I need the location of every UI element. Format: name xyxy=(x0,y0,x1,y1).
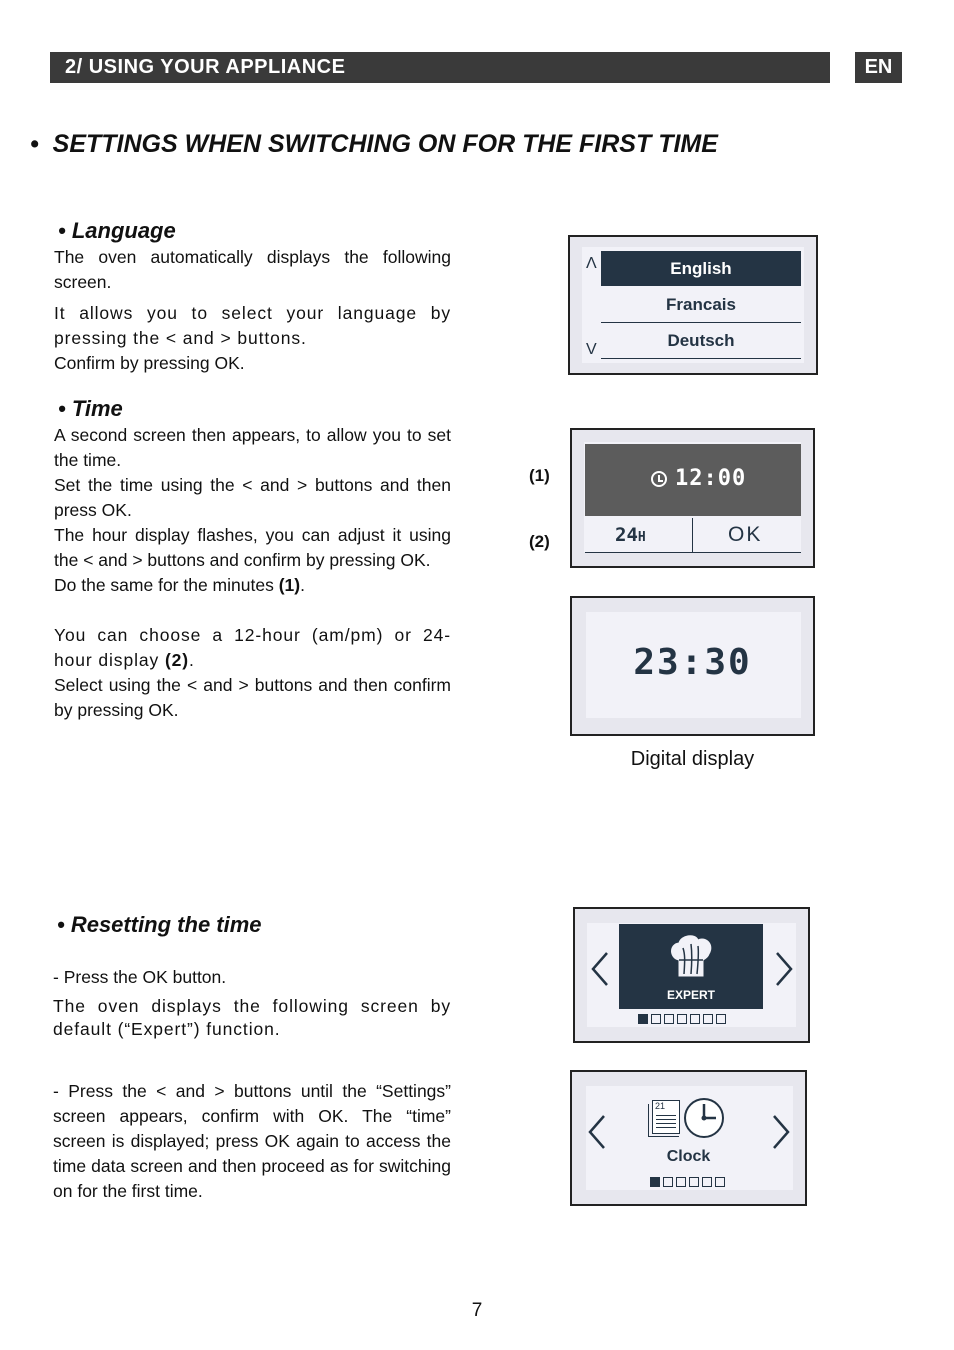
time-mode-row xyxy=(585,518,801,553)
page-dot xyxy=(677,1014,687,1024)
clock-label: Clock xyxy=(666,1148,711,1165)
main-title: • SETTINGS WHEN SWITCHING ON FOR THE FIRST TIME xyxy=(30,130,718,158)
language-badge: EN xyxy=(855,52,902,83)
page-dot xyxy=(716,1014,726,1024)
time-p4: Do the same for the minutes (1). xyxy=(54,575,305,595)
language-option-english[interactable]: English xyxy=(601,251,801,286)
callout-label-1: (1) xyxy=(529,466,550,485)
reset-p2: The oven displays the following screen by default (“Expert”) function. xyxy=(53,996,451,1039)
language-p2: It allows you to select your language by pressing the < and > buttons. xyxy=(54,303,451,348)
time-section-text xyxy=(54,423,451,723)
chevron-right-icon[interactable] xyxy=(770,1112,792,1152)
digital-time-value: 23:30 xyxy=(633,642,752,683)
page-dot xyxy=(703,1014,713,1024)
chevron-left-icon[interactable] xyxy=(589,949,611,989)
page-number: 7 xyxy=(471,1300,483,1321)
language-select-screen xyxy=(568,235,818,375)
time-set-screen xyxy=(570,428,815,568)
expert-screen xyxy=(573,907,810,1043)
up-arrow-icon: Λ xyxy=(586,255,597,272)
chevron-left-icon[interactable] xyxy=(586,1112,608,1152)
expert-page-dots xyxy=(638,1014,729,1024)
page-dot xyxy=(715,1177,725,1187)
clock-page-dots xyxy=(650,1177,728,1187)
reset-p3: - Press the < and > buttons until the “Settings” screen appears, confirm with OK. The “time” screen is displayed; press OK again to access the time data screen and then proceed as for switching on for the first time. xyxy=(53,1081,451,1201)
reset-section-text xyxy=(53,966,451,1204)
language-option-deutsch[interactable]: Deutsch xyxy=(601,323,801,359)
digital-display-caption: Digital display xyxy=(630,748,755,770)
expert-tile[interactable] xyxy=(619,924,763,1009)
digital-display-screen xyxy=(570,596,815,736)
calendar-day: 21 xyxy=(655,1101,666,1111)
reset-p1: - Press the OK button. xyxy=(53,967,227,987)
page-dot xyxy=(651,1014,661,1024)
page-dot-active xyxy=(638,1014,648,1024)
language-section-text xyxy=(54,245,451,376)
language-p3: Confirm by pressing OK. xyxy=(54,353,245,373)
language-p1: The oven automatically displays the following screen. xyxy=(54,247,451,292)
reset-title-text: Resetting the time xyxy=(70,912,262,937)
page-dot xyxy=(664,1014,674,1024)
time-p3: The hour display flashes, you can adjust it using the < and > buttons and confirm by pressing OK. xyxy=(54,525,451,570)
language-section-title: • Language xyxy=(58,218,176,243)
reset-section-title: • Resetting the time xyxy=(57,912,262,937)
ok-button[interactable]: OK xyxy=(728,523,763,546)
callout-label-2: (2) xyxy=(529,532,550,551)
page-dot xyxy=(702,1177,712,1187)
page-dot xyxy=(676,1177,686,1187)
hour-mode-toggle[interactable]: 24H xyxy=(615,524,646,546)
time-p6: Select using the < and > buttons and then confirm by pressing OK. xyxy=(54,675,451,720)
clock-face-icon xyxy=(682,1096,726,1140)
page-dot xyxy=(690,1014,700,1024)
chevron-right-icon[interactable] xyxy=(773,949,795,989)
time-title-text: Time xyxy=(71,396,123,421)
time-p2: Set the time using the < and > buttons and then press OK. xyxy=(54,475,451,520)
time-value: 12:00 xyxy=(675,466,747,491)
section-header-bar xyxy=(50,52,830,83)
page-dot xyxy=(663,1177,673,1187)
time-section-title: • Time xyxy=(58,396,123,421)
chef-hat-icon xyxy=(665,930,717,982)
language-option-francais[interactable]: Francais xyxy=(601,287,801,323)
language-title-text: Language xyxy=(71,218,176,243)
section-header-title: 2/ USING YOUR APPLIANCE xyxy=(65,56,346,78)
clock-screen xyxy=(570,1070,807,1206)
clock-icon xyxy=(651,471,667,487)
main-title-text: SETTINGS WHEN SWITCHING ON FOR THE FIRST TIME xyxy=(52,130,718,158)
time-p1: A second screen then appears, to allow you to set the time. xyxy=(54,425,451,470)
expert-label: EXPERT xyxy=(666,988,715,1002)
time-display-panel xyxy=(585,444,801,516)
down-arrow-icon: V xyxy=(586,341,597,358)
page-dot-active xyxy=(650,1177,660,1187)
page-dot xyxy=(689,1177,699,1187)
time-p5: You can choose a 12-hour (am/pm) or 24-hour display (2). xyxy=(54,625,451,670)
